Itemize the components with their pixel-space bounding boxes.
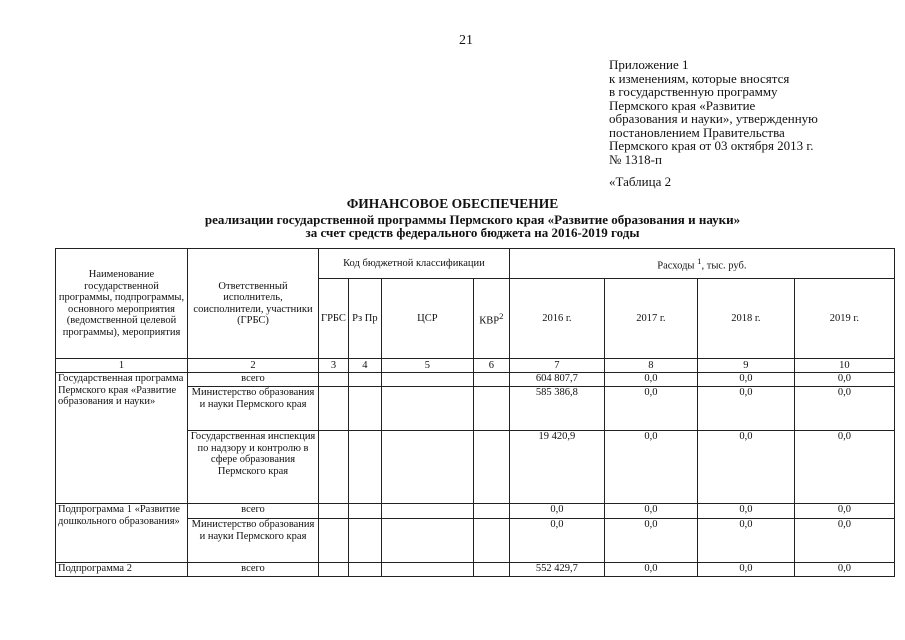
table-row <box>56 373 895 387</box>
col-number: 6 <box>473 359 509 373</box>
header-2017: 2017 г. <box>604 279 697 359</box>
col-number: 10 <box>794 359 894 373</box>
document-subtitle <box>0 213 905 239</box>
row-responsible: всего <box>188 563 319 577</box>
header-rzpr: Рз Пр <box>348 279 381 359</box>
appendix-line: Приложение 1 <box>609 57 689 72</box>
row-responsible: всего <box>188 373 319 387</box>
expenses-label: Расходы <box>657 260 695 271</box>
cell-rzpr <box>348 373 381 387</box>
cell-2016: 19 420,9 <box>509 431 604 504</box>
appendix-line: образования и науки», утвержденную <box>609 111 818 126</box>
kvr-label: КВР <box>479 315 500 326</box>
header-expenses <box>509 249 894 279</box>
cell-rzpr <box>348 431 381 504</box>
appendix-note <box>609 58 899 166</box>
col-number: 9 <box>697 359 794 373</box>
row-responsible: всего <box>188 504 319 519</box>
cell-csr <box>381 373 473 387</box>
row-responsible: Министерство образования и науки Пермского края <box>188 387 319 431</box>
col-number: 2 <box>188 359 319 373</box>
col-number: 1 <box>56 359 188 373</box>
cell-2019: 0,0 <box>794 504 894 519</box>
col-number: 8 <box>604 359 697 373</box>
appendix-line: к изменениям, которые вносятся <box>609 70 790 86</box>
cell-2016: 585 386,8 <box>509 387 604 431</box>
cell-2018: 0,0 <box>697 519 794 563</box>
appendix-line: № 1318-п <box>609 151 662 167</box>
row-responsible: Государственная инспекция по надзору и контролю в сфере образования Пермского края <box>188 431 319 504</box>
page-number: 21 <box>459 33 473 48</box>
header-2019: 2019 г. <box>794 279 894 359</box>
cell-2016: 0,0 <box>509 519 604 563</box>
row-name: Государственная программа Пермского края «Развитие образования и науки» <box>56 373 188 504</box>
cell-2017: 0,0 <box>604 504 697 519</box>
cell-2018: 0,0 <box>697 431 794 504</box>
cell-kvr <box>473 373 509 387</box>
cell-2019: 0,0 <box>794 519 894 563</box>
cell-grbs <box>319 387 349 431</box>
cell-2016: 0,0 <box>509 504 604 519</box>
cell-2017: 0,0 <box>604 519 697 563</box>
cell-2017: 0,0 <box>604 431 697 504</box>
cell-2019: 0,0 <box>794 563 894 577</box>
cell-2017: 0,0 <box>604 387 697 431</box>
cell-2018: 0,0 <box>697 504 794 519</box>
cell-grbs <box>319 563 349 577</box>
header-grbs: ГРБС <box>319 279 349 359</box>
appendix-line: Пермского края «Развитие <box>609 97 756 113</box>
expenses-unit: , тыс. руб. <box>701 260 747 271</box>
appendix-line: Пермского края от 03 октября 2013 г. <box>609 138 814 153</box>
cell-csr <box>381 431 473 504</box>
cell-grbs <box>319 373 349 387</box>
cell-csr <box>381 519 473 563</box>
kvr-footnote: 2 <box>499 310 504 321</box>
cell-rzpr <box>348 387 381 431</box>
cell-kvr <box>473 431 509 504</box>
cell-2018: 0,0 <box>697 563 794 577</box>
cell-2019: 0,0 <box>794 431 894 504</box>
cell-kvr <box>473 387 509 431</box>
col-number: 7 <box>509 359 604 373</box>
column-number-row <box>56 359 895 373</box>
cell-2016: 604 807,7 <box>509 373 604 387</box>
appendix-line: постановлением Правительства <box>609 124 785 140</box>
row-name: Подпрограмма 1 «Развитие дошкольного образования» <box>56 504 188 563</box>
finance-table <box>55 248 895 577</box>
header-budget-code: Код бюджетной классификации <box>319 249 510 279</box>
header-kvr <box>473 279 509 359</box>
expenses-footnote: 1 <box>697 255 702 266</box>
col-number: 5 <box>381 359 473 373</box>
col-number: 3 <box>319 359 349 373</box>
subtitle-line: реализации государственной программы Пермского края «Развитие образования и науки» <box>204 212 741 227</box>
cell-2017: 0,0 <box>604 373 697 387</box>
row-responsible: Министерство образования и науки Пермского края <box>188 519 319 563</box>
header-2018: 2018 г. <box>697 279 794 359</box>
table-reference: «Таблица 2 <box>609 174 672 189</box>
cell-2018: 0,0 <box>697 387 794 431</box>
col-number: 4 <box>348 359 381 373</box>
cell-2019: 0,0 <box>794 387 894 431</box>
cell-csr <box>381 504 473 519</box>
document-title: ФИНАНСОВОЕ ОБЕСПЕЧЕНИЕ <box>346 196 559 211</box>
cell-2018: 0,0 <box>697 373 794 387</box>
cell-kvr <box>473 563 509 577</box>
cell-2017: 0,0 <box>604 563 697 577</box>
cell-csr <box>381 387 473 431</box>
header-2016: 2016 г. <box>509 279 604 359</box>
row-name: Подпрограмма 2 <box>56 563 188 577</box>
header-responsible: Ответственный исполнитель, соисполнители, участники (ГРБС) <box>188 249 319 359</box>
cell-grbs <box>319 519 349 563</box>
cell-rzpr <box>348 504 381 519</box>
cell-grbs <box>319 504 349 519</box>
cell-rzpr <box>348 563 381 577</box>
cell-grbs <box>319 431 349 504</box>
table-row <box>56 563 895 577</box>
table-row <box>56 504 895 519</box>
cell-kvr <box>473 504 509 519</box>
appendix-line: в государственную программу <box>609 84 778 99</box>
header-csr: ЦСР <box>381 279 473 359</box>
subtitle-line: за счет средств федерального бюджета на 2016-2019 годы <box>305 225 640 240</box>
cell-kvr <box>473 519 509 563</box>
cell-2016: 552 429,7 <box>509 563 604 577</box>
cell-rzpr <box>348 519 381 563</box>
cell-csr <box>381 563 473 577</box>
header-name: Наименование государственной программы, подпрограммы, основного мероприятия (ведомственной целевой программы), мероприятия <box>56 249 188 359</box>
cell-2019: 0,0 <box>794 373 894 387</box>
